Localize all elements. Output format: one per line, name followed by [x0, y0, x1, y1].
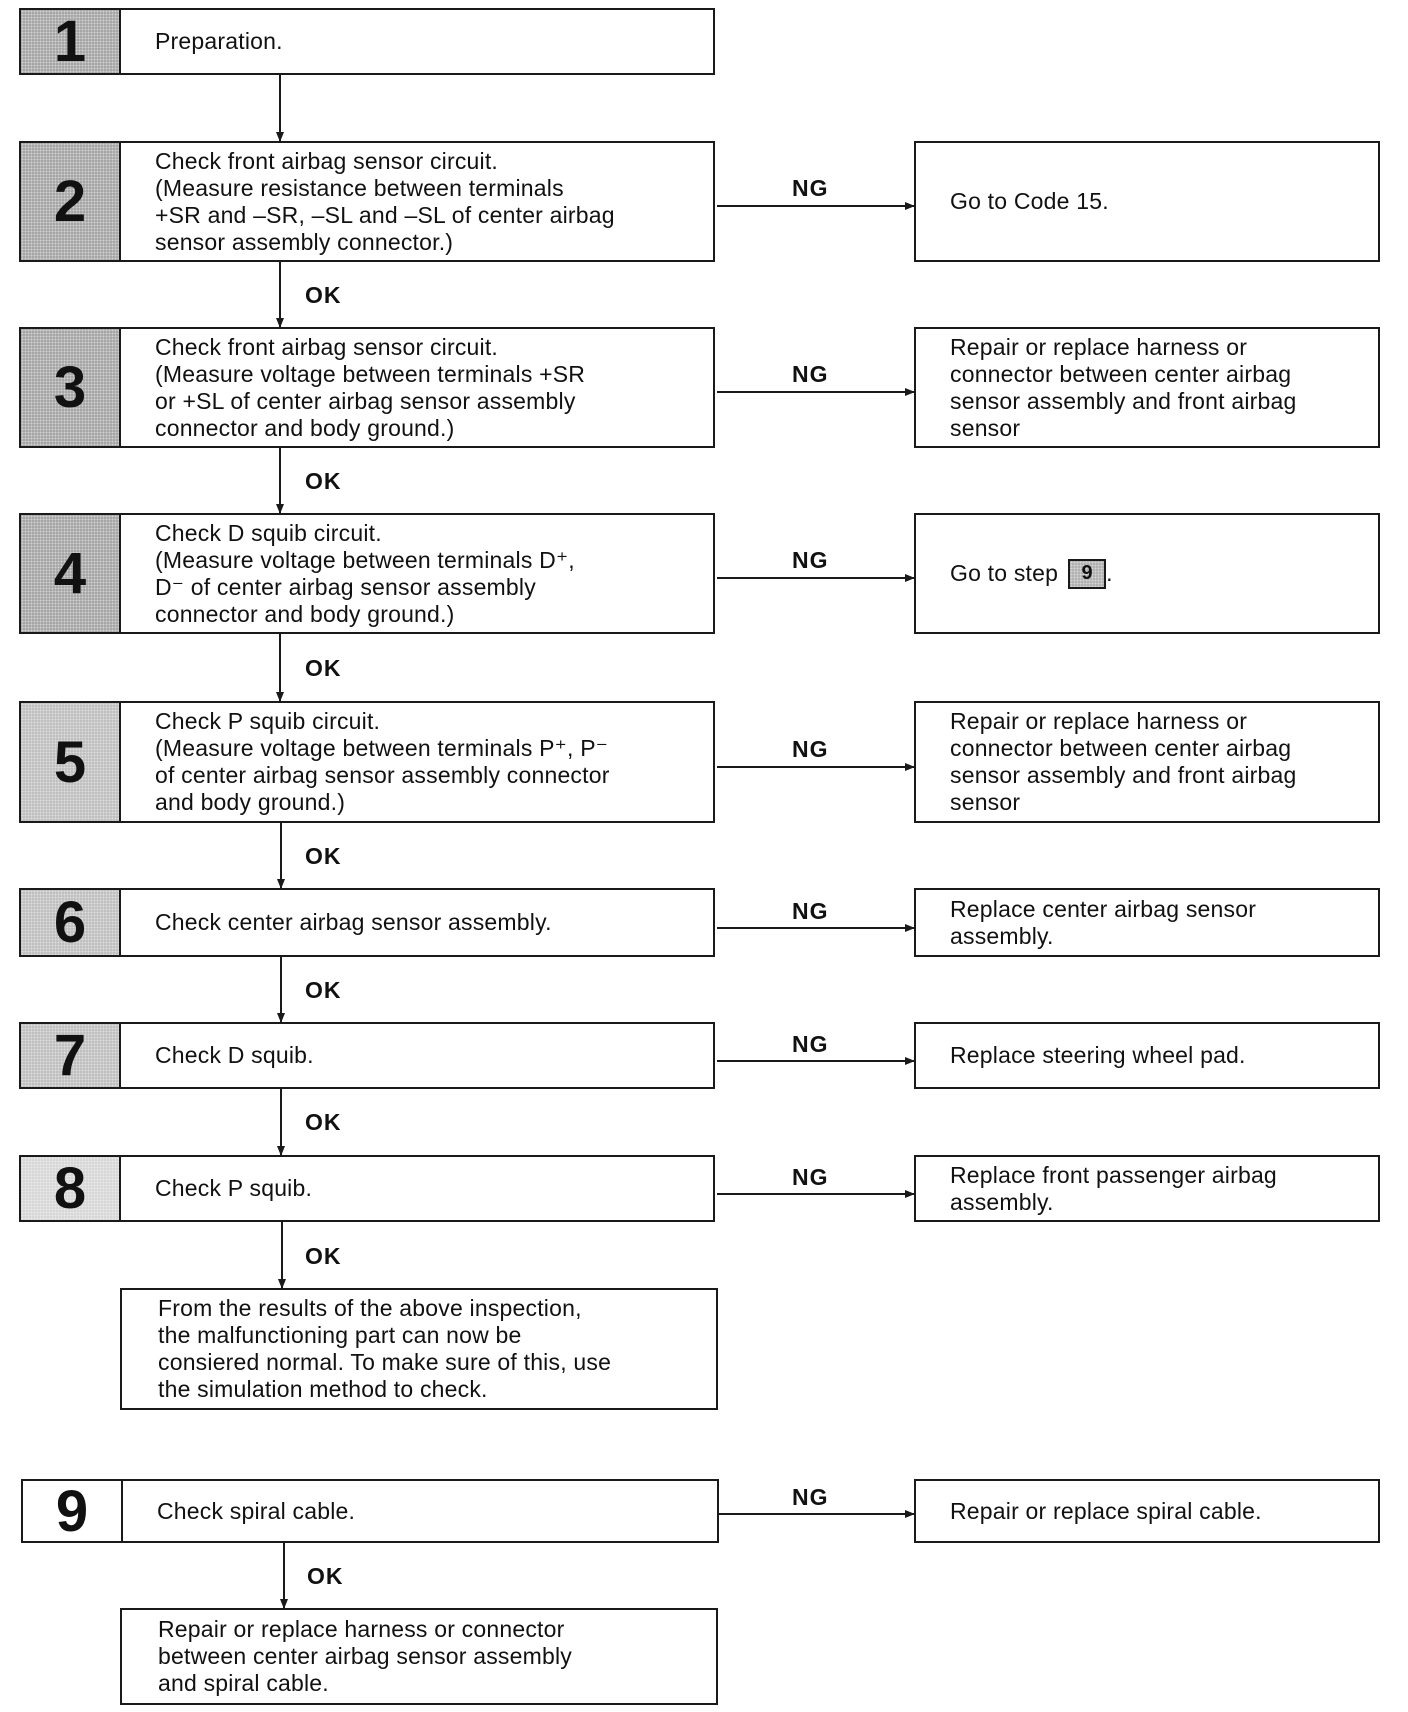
step-3-box — [19, 327, 715, 448]
step-3-number: 3 — [21, 329, 121, 446]
ok-label-4: OK — [305, 655, 342, 681]
ng-result-step-7: Replace steering wheel pad. — [914, 1022, 1380, 1089]
step-1-box — [19, 8, 715, 75]
ok-label-9: OK — [307, 1563, 344, 1589]
step-6-number: 6 — [21, 890, 121, 955]
step-8-number: 8 — [21, 1157, 121, 1220]
step-7-number: 7 — [21, 1024, 121, 1087]
step-2-number: 2 — [21, 143, 121, 260]
ok-label-5: OK — [305, 843, 342, 869]
ok-label-3: OK — [305, 468, 342, 494]
ng-result-step-9: Repair or replace spiral cable. — [914, 1479, 1380, 1543]
ok-label-2: OK — [305, 282, 342, 308]
ng-label-8: NG — [792, 1164, 829, 1190]
step-9-number: 9 — [23, 1481, 123, 1541]
step-8-text: Check P squib. — [155, 1175, 313, 1201]
step-4-box — [19, 513, 715, 634]
ng-label-6: NG — [792, 898, 829, 924]
ng-result-step-4 — [914, 513, 1380, 634]
step-2-text: Check front airbag sensor circuit. (Measure resistance between terminals +SR and –SR, –SL and –SL of center airbag sensor assembly connector.) — [155, 147, 615, 255]
ng-label-4: NG — [792, 547, 829, 573]
ok-label-7: OK — [305, 1109, 342, 1135]
ng-result-step-6: Replace center airbag sensor assembly. — [914, 888, 1380, 957]
step-8-box — [19, 1155, 715, 1222]
step-7-text: Check D squib. — [155, 1042, 314, 1068]
step-1-number: 1 — [21, 10, 121, 73]
step-1-text: Preparation. — [155, 28, 283, 54]
ng-label-9: NG — [792, 1484, 829, 1510]
ng-result-step-3: Repair or replace harness or connector between center airbag sensor assembly and front airbag sensor — [914, 327, 1380, 448]
step-9-reference: 9 — [1068, 559, 1106, 589]
step-9-box — [21, 1479, 719, 1543]
step-7-box — [19, 1022, 715, 1089]
step-5-number: 5 — [21, 703, 121, 821]
ng-label-5: NG — [792, 736, 829, 762]
ng-label-7: NG — [792, 1031, 829, 1057]
step-5-box — [19, 701, 715, 823]
step-4-text: Check D squib circuit. (Measure voltage between terminals D⁺, D⁻ of center airbag sensor assembly connector and body ground.) — [155, 519, 575, 627]
step-6-box — [19, 888, 715, 957]
ng-result-step-4-suffix: . — [1106, 560, 1113, 586]
step-4-number: 4 — [21, 515, 121, 632]
ng-result-step-2: Go to Code 15. — [914, 141, 1380, 262]
end-result-after-step-8: From the results of the above inspection, the malfunctioning part can now be consiered normal. To make sure of this, use the simulation method to check. — [120, 1288, 718, 1410]
step-3-text: Check front airbag sensor circuit. (Measure voltage between terminals +SR or +SL of center airbag sensor assembly connector and body ground.) — [155, 333, 586, 441]
step-9-text: Check spiral cable. — [157, 1497, 356, 1524]
ng-label-3: NG — [792, 361, 829, 387]
end-result-after-step-9: Repair or replace harness or connector between center airbag sensor assembly and spiral cable. — [120, 1608, 718, 1705]
step-6-text: Check center airbag sensor assembly. — [155, 909, 552, 935]
ng-result-step-8: Replace front passenger airbag assembly. — [914, 1155, 1380, 1222]
ng-label-2: NG — [792, 175, 829, 201]
ng-result-step-4-prefix: Go to step — [950, 560, 1059, 586]
ok-label-8: OK — [305, 1243, 342, 1269]
ok-label-6: OK — [305, 977, 342, 1003]
ng-result-step-5: Repair or replace harness or connector between center airbag sensor assembly and front airbag sensor — [914, 701, 1380, 823]
step-2-box — [19, 141, 715, 262]
step-5-text: Check P squib circuit. (Measure voltage between terminals P⁺, P⁻ of center airbag sensor assembly connector and body ground.) — [155, 708, 610, 815]
